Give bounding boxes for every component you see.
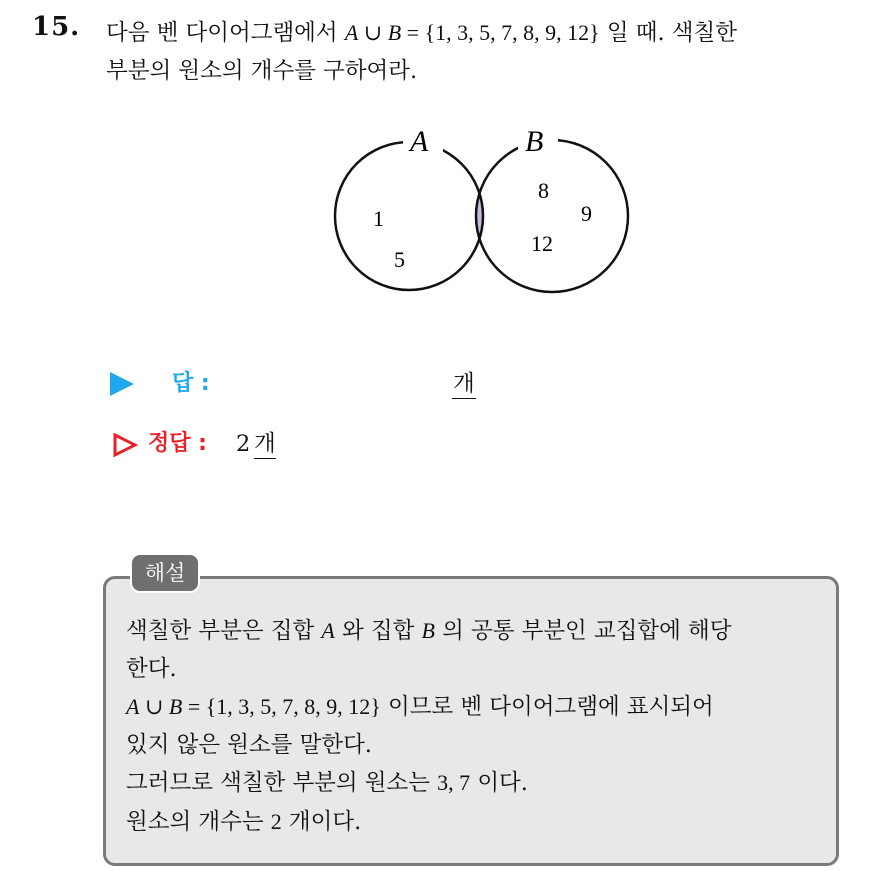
explanation-line-5 [126, 764, 836, 803]
set-b-symbol: B [168, 694, 183, 719]
triangle-right-filled-icon [110, 372, 134, 396]
question-line-1-post: 일 때. 색칠한 [599, 20, 737, 46]
explanation-line-2: 한다. [126, 655, 177, 682]
venn-diagram [330, 120, 640, 330]
explanation-line-5-post: 이다. [470, 770, 528, 796]
explanation-line-1-mid: 와 집합 [334, 618, 422, 644]
explanation-line-3 [126, 688, 836, 727]
venn-circle-a [335, 142, 483, 290]
explanation-line-3-post: 이므로 벤 다이어그램에 표시되어 [380, 694, 714, 720]
question-text [106, 14, 866, 90]
answer-label: 답 : [172, 371, 210, 396]
correct-answer-label: 정답 : [148, 431, 207, 456]
question-line-1-pre: 다음 벤 다이어그램에서 [106, 20, 345, 46]
triangle-right-outline-icon [112, 432, 138, 458]
correct-answer-row [110, 426, 610, 464]
explanation-text [126, 612, 836, 841]
set-a-symbol: A [321, 618, 335, 643]
question-line-1 [106, 14, 866, 52]
explanation-line-1-post: 의 공통 부분인 교집합에 해당 [434, 618, 732, 644]
correct-answer-unit: 개 [254, 426, 276, 459]
venn-label-b: B [525, 125, 544, 158]
question-number: 15. [32, 12, 81, 42]
union-set-value: = {1, 3, 5, 7, 8, 9, 12} [182, 694, 381, 719]
explanation-line-5-pre: 그러므로 색칠한 부분의 원소는 [126, 770, 438, 796]
union-symbol: ∪ [358, 20, 388, 45]
explanation-line-6-post: 개이다. [281, 808, 362, 835]
answer-blank-unit: 개 [452, 366, 476, 399]
venn-circle-b [476, 140, 628, 292]
set-b-symbol: B [421, 618, 435, 643]
venn-element: 5 [394, 247, 405, 272]
correct-answer-value: 2 [236, 431, 251, 457]
venn-element: 1 [373, 206, 384, 231]
question-line-2: 부분의 원소의 개수를 구하여라. [106, 58, 418, 84]
explanation-line-1 [126, 612, 836, 651]
element-count-value: 2 [270, 808, 282, 834]
answer-row [110, 366, 610, 402]
shaded-elements-value: 3, 7 [437, 770, 471, 795]
set-b-symbol: B [387, 20, 402, 45]
venn-element: 9 [581, 201, 592, 226]
union-symbol: ∪ [139, 694, 169, 719]
venn-element: 8 [538, 178, 549, 203]
explanation-line-4: 있지 않은 원소를 말한다. [126, 731, 372, 758]
explanation-line-1-pre: 색칠한 부분은 집합 [126, 618, 322, 644]
union-set-value: = {1, 3, 5, 7, 8, 9, 12} [401, 20, 600, 45]
set-a-symbol: A [344, 20, 359, 45]
explanation-line-6-pre: 원소의 개수는 [126, 808, 271, 835]
venn-label-a: A [410, 125, 429, 158]
explanation-line-6 [126, 803, 836, 842]
explanation-tag: 해설 [130, 553, 200, 593]
set-a-symbol: A [126, 694, 140, 719]
venn-element: 12 [531, 231, 553, 256]
